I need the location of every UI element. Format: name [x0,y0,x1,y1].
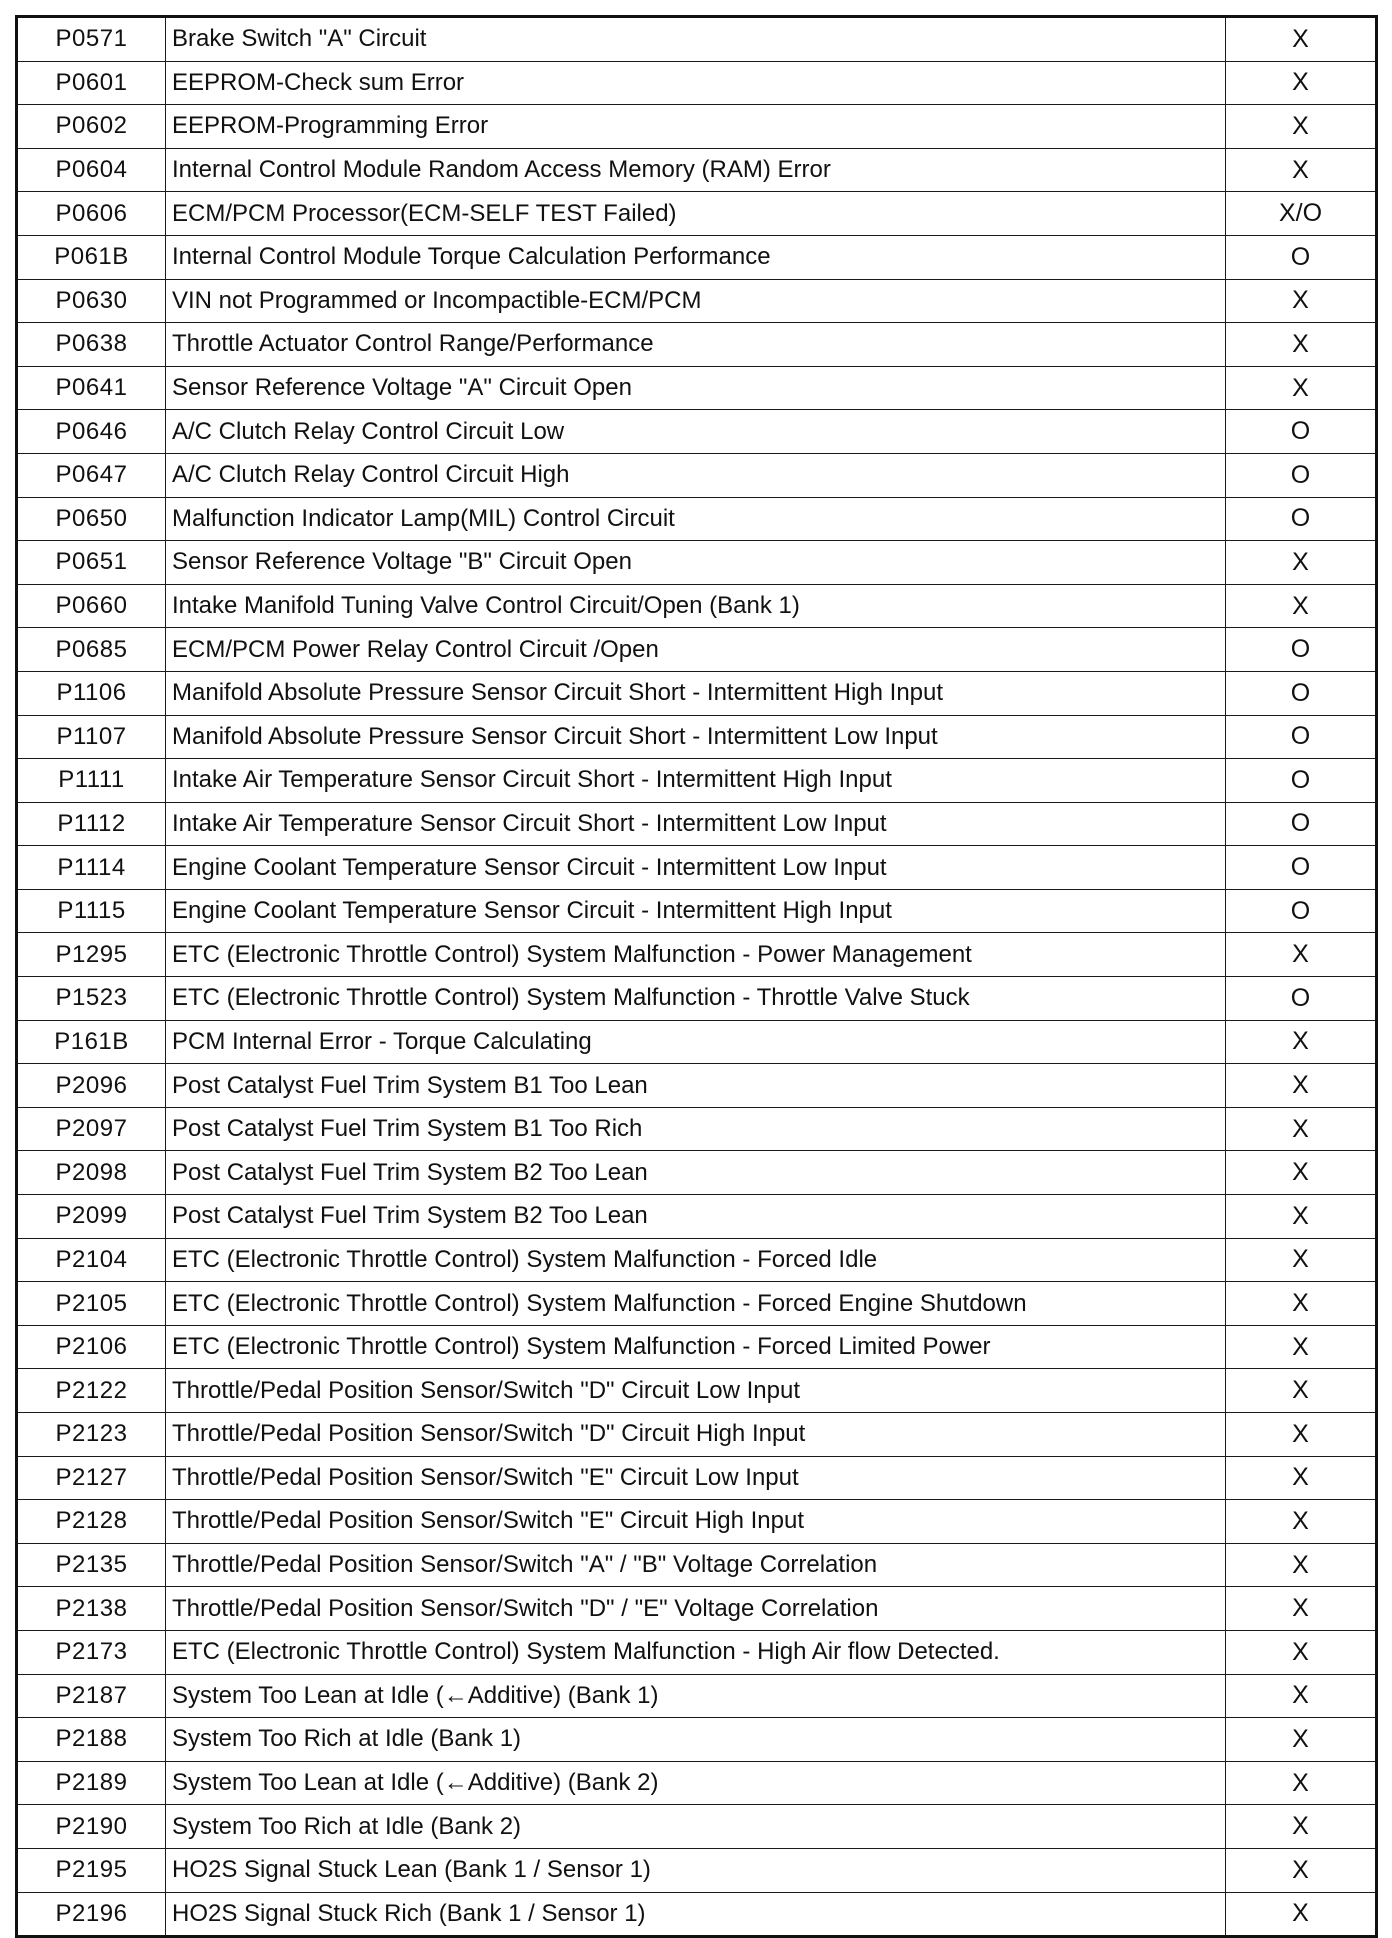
dtc-flag-cell: O [1226,889,1377,933]
dtc-description-cell: A/C Clutch Relay Control Circuit High [166,453,1226,497]
dtc-flag-cell: X [1226,1892,1377,1937]
table-row [17,1761,1377,1805]
dtc-code-cell: P2187 [17,1674,166,1718]
table-row [17,1107,1377,1151]
dtc-code-cell: P1112 [17,802,166,846]
table-row [17,366,1377,410]
dtc-code-cell: P2188 [17,1718,166,1762]
table-row [17,889,1377,933]
dtc-description-cell: ETC (Electronic Throttle Control) System Malfunction - Forced Engine Shutdown [166,1282,1226,1326]
table-row [17,1587,1377,1631]
table-row [17,1282,1377,1326]
dtc-code-cell: P1115 [17,889,166,933]
dtc-code-cell: P1111 [17,759,166,803]
dtc-description-cell: System Too Lean at Idle (←Additive) (Bank 1) [166,1674,1226,1718]
dtc-flag-cell: X [1226,1020,1377,1064]
dtc-code-cell: P1295 [17,933,166,977]
table-row [17,279,1377,323]
table-row [17,17,1377,62]
dtc-code-cell: P0650 [17,497,166,541]
dtc-flag-cell: X [1226,1369,1377,1413]
dtc-description-cell: Malfunction Indicator Lamp(MIL) Control Circuit [166,497,1226,541]
dtc-description-cell: VIN not Programmed or Incompactible-ECM/PCM [166,279,1226,323]
dtc-flag-cell: X [1226,1413,1377,1457]
dtc-code-cell: P2173 [17,1630,166,1674]
dtc-description-cell: Post Catalyst Fuel Trim System B2 Too Lean [166,1151,1226,1195]
table-row [17,453,1377,497]
table-row [17,497,1377,541]
dtc-flag-cell: X [1226,148,1377,192]
dtc-description-cell: Manifold Absolute Pressure Sensor Circuit Short - Intermittent Low Input [166,715,1226,759]
dtc-code-cell: P0602 [17,105,166,149]
dtc-flag-cell: X [1226,279,1377,323]
dtc-code-cell: P2098 [17,1151,166,1195]
dtc-code-cell: P2135 [17,1543,166,1587]
table-row [17,1325,1377,1369]
dtc-description-cell: ECM/PCM Power Relay Control Circuit /Open [166,628,1226,672]
dtc-flag-cell: O [1226,759,1377,803]
table-row [17,1805,1377,1849]
dtc-code-cell: P0604 [17,148,166,192]
table-row [17,628,1377,672]
dtc-description-cell: Internal Control Module Torque Calculation Performance [166,235,1226,279]
dtc-code-cell: P2128 [17,1500,166,1544]
dtc-table [15,15,1378,1938]
table-row [17,715,1377,759]
dtc-description-cell: ETC (Electronic Throttle Control) System Malfunction - Power Management [166,933,1226,977]
table-row [17,584,1377,628]
dtc-description-cell: PCM Internal Error - Torque Calculating [166,1020,1226,1064]
dtc-description-cell: ETC (Electronic Throttle Control) System Malfunction - Forced Idle [166,1238,1226,1282]
table-row [17,1848,1377,1892]
dtc-flag-cell: X [1226,61,1377,105]
table-row [17,802,1377,846]
table-row [17,1892,1377,1937]
dtc-code-cell: P1523 [17,977,166,1021]
dtc-flag-cell: X [1226,1805,1377,1849]
dtc-code-cell: P1114 [17,846,166,890]
dtc-flag-cell: X [1226,366,1377,410]
dtc-description-cell: Internal Control Module Random Access Memory (RAM) Error [166,148,1226,192]
dtc-flag-cell: X [1226,541,1377,585]
table-row [17,1500,1377,1544]
dtc-description-cell: Throttle/Pedal Position Sensor/Switch "D" Circuit Low Input [166,1369,1226,1413]
dtc-flag-cell: X [1226,323,1377,367]
dtc-flag-cell: X [1226,1587,1377,1631]
dtc-code-cell: P2195 [17,1848,166,1892]
table-row [17,1456,1377,1500]
table-row [17,323,1377,367]
dtc-flag-cell: X [1226,1500,1377,1544]
dtc-flag-cell: X [1226,105,1377,149]
dtc-code-cell: P0646 [17,410,166,454]
table-row [17,1064,1377,1108]
table-row [17,235,1377,279]
table-row [17,105,1377,149]
dtc-description-cell: Throttle/Pedal Position Sensor/Switch "E" Circuit Low Input [166,1456,1226,1500]
dtc-description-cell: Intake Manifold Tuning Valve Control Circuit/Open (Bank 1) [166,584,1226,628]
table-row [17,1413,1377,1457]
dtc-code-cell: P2105 [17,1282,166,1326]
dtc-flag-cell: X [1226,1107,1377,1151]
dtc-description-cell: EEPROM-Check sum Error [166,61,1226,105]
dtc-description-cell: Brake Switch "A" Circuit [166,17,1226,62]
dtc-code-cell: P2123 [17,1413,166,1457]
dtc-code-cell: P2122 [17,1369,166,1413]
dtc-description-cell: ETC (Electronic Throttle Control) System Malfunction - Forced Limited Power [166,1325,1226,1369]
table-row [17,1238,1377,1282]
dtc-flag-cell: X [1226,1238,1377,1282]
dtc-flag-cell: O [1226,453,1377,497]
dtc-description-cell: Throttle/Pedal Position Sensor/Switch "E" Circuit High Input [166,1500,1226,1544]
dtc-flag-cell: X [1226,1064,1377,1108]
dtc-description-cell: Post Catalyst Fuel Trim System B1 Too Rich [166,1107,1226,1151]
table-row [17,846,1377,890]
dtc-description-cell: System Too Rich at Idle (Bank 1) [166,1718,1226,1762]
dtc-code-cell: P0606 [17,192,166,236]
dtc-code-cell: P2189 [17,1761,166,1805]
table-row [17,1674,1377,1718]
dtc-code-cell: P2106 [17,1325,166,1369]
dtc-flag-cell: O [1226,715,1377,759]
dtc-flag-cell: X [1226,1674,1377,1718]
dtc-flag-cell: O [1226,671,1377,715]
dtc-flag-cell: X [1226,1761,1377,1805]
dtc-description-cell: System Too Rich at Idle (Bank 2) [166,1805,1226,1849]
table-row [17,148,1377,192]
dtc-description-cell: Sensor Reference Voltage "B" Circuit Open [166,541,1226,585]
dtc-code-cell: P2099 [17,1195,166,1239]
dtc-flag-cell: X/O [1226,192,1377,236]
dtc-code-cell: P061B [17,235,166,279]
dtc-description-cell: Throttle/Pedal Position Sensor/Switch "D" Circuit High Input [166,1413,1226,1457]
dtc-description-cell: Engine Coolant Temperature Sensor Circuit - Intermittent High Input [166,889,1226,933]
dtc-description-cell: Intake Air Temperature Sensor Circuit Short - Intermittent High Input [166,759,1226,803]
dtc-code-cell: P2096 [17,1064,166,1108]
dtc-code-cell: P0660 [17,584,166,628]
table-row [17,1369,1377,1413]
dtc-description-cell: HO2S Signal Stuck Rich (Bank 1 / Sensor 1) [166,1892,1226,1937]
dtc-code-cell: P2138 [17,1587,166,1631]
table-row [17,1630,1377,1674]
dtc-code-cell: P2127 [17,1456,166,1500]
dtc-flag-cell: O [1226,497,1377,541]
dtc-description-cell: ETC (Electronic Throttle Control) System Malfunction - Throttle Valve Stuck [166,977,1226,1021]
dtc-description-cell: Engine Coolant Temperature Sensor Circuit - Intermittent Low Input [166,846,1226,890]
table-row [17,1020,1377,1064]
table-row [17,1718,1377,1762]
dtc-description-cell: Throttle Actuator Control Range/Performance [166,323,1226,367]
dtc-description-cell: Sensor Reference Voltage "A" Circuit Open [166,366,1226,410]
dtc-flag-cell: O [1226,235,1377,279]
table-row [17,541,1377,585]
dtc-code-cell: P161B [17,1020,166,1064]
table-row [17,759,1377,803]
dtc-code-cell: P0647 [17,453,166,497]
dtc-code-cell: P0601 [17,61,166,105]
dtc-flag-cell: X [1226,1151,1377,1195]
dtc-description-cell: Post Catalyst Fuel Trim System B1 Too Lean [166,1064,1226,1108]
dtc-flag-cell: O [1226,410,1377,454]
table-row [17,1543,1377,1587]
dtc-flag-cell: X [1226,1456,1377,1500]
dtc-code-cell: P2196 [17,1892,166,1937]
dtc-description-cell: Throttle/Pedal Position Sensor/Switch "D" / "E" Voltage Correlation [166,1587,1226,1631]
table-row [17,1195,1377,1239]
dtc-description-cell: A/C Clutch Relay Control Circuit Low [166,410,1226,454]
dtc-code-cell: P1107 [17,715,166,759]
table-row [17,61,1377,105]
dtc-flag-cell: X [1226,1282,1377,1326]
dtc-code-cell: P0638 [17,323,166,367]
dtc-table-body [17,17,1377,1937]
dtc-code-cell: P2190 [17,1805,166,1849]
dtc-description-cell: System Too Lean at Idle (←Additive) (Bank 2) [166,1761,1226,1805]
table-row [17,192,1377,236]
dtc-flag-cell: X [1226,584,1377,628]
dtc-code-cell: P1106 [17,671,166,715]
dtc-flag-cell: X [1226,933,1377,977]
dtc-code-cell: P0571 [17,17,166,62]
dtc-flag-cell: X [1226,1718,1377,1762]
dtc-code-cell: P2104 [17,1238,166,1282]
dtc-code-cell: P0641 [17,366,166,410]
dtc-description-cell: ETC (Electronic Throttle Control) System Malfunction - High Air flow Detected. [166,1630,1226,1674]
dtc-flag-cell: O [1226,628,1377,672]
dtc-flag-cell: X [1226,1630,1377,1674]
dtc-description-cell: Post Catalyst Fuel Trim System B2 Too Lean [166,1195,1226,1239]
dtc-flag-cell: X [1226,1848,1377,1892]
dtc-description-cell: Intake Air Temperature Sensor Circuit Short - Intermittent Low Input [166,802,1226,846]
table-row [17,977,1377,1021]
dtc-description-cell: HO2S Signal Stuck Lean (Bank 1 / Sensor 1) [166,1848,1226,1892]
dtc-code-cell: P0685 [17,628,166,672]
table-row [17,933,1377,977]
table-row [17,1151,1377,1195]
dtc-flag-cell: X [1226,1195,1377,1239]
dtc-code-cell: P0630 [17,279,166,323]
dtc-description-cell: Throttle/Pedal Position Sensor/Switch "A" / "B" Voltage Correlation [166,1543,1226,1587]
dtc-code-cell: P2097 [17,1107,166,1151]
dtc-flag-cell: O [1226,846,1377,890]
dtc-code-cell: P0651 [17,541,166,585]
dtc-flag-cell: X [1226,17,1377,62]
dtc-description-cell: Manifold Absolute Pressure Sensor Circuit Short - Intermittent High Input [166,671,1226,715]
dtc-description-cell: ECM/PCM Processor(ECM-SELF TEST Failed) [166,192,1226,236]
table-row [17,671,1377,715]
table-row [17,410,1377,454]
dtc-flag-cell: O [1226,802,1377,846]
dtc-flag-cell: X [1226,1543,1377,1587]
dtc-description-cell: EEPROM-Programming Error [166,105,1226,149]
dtc-flag-cell: X [1226,1325,1377,1369]
dtc-flag-cell: O [1226,977,1377,1021]
